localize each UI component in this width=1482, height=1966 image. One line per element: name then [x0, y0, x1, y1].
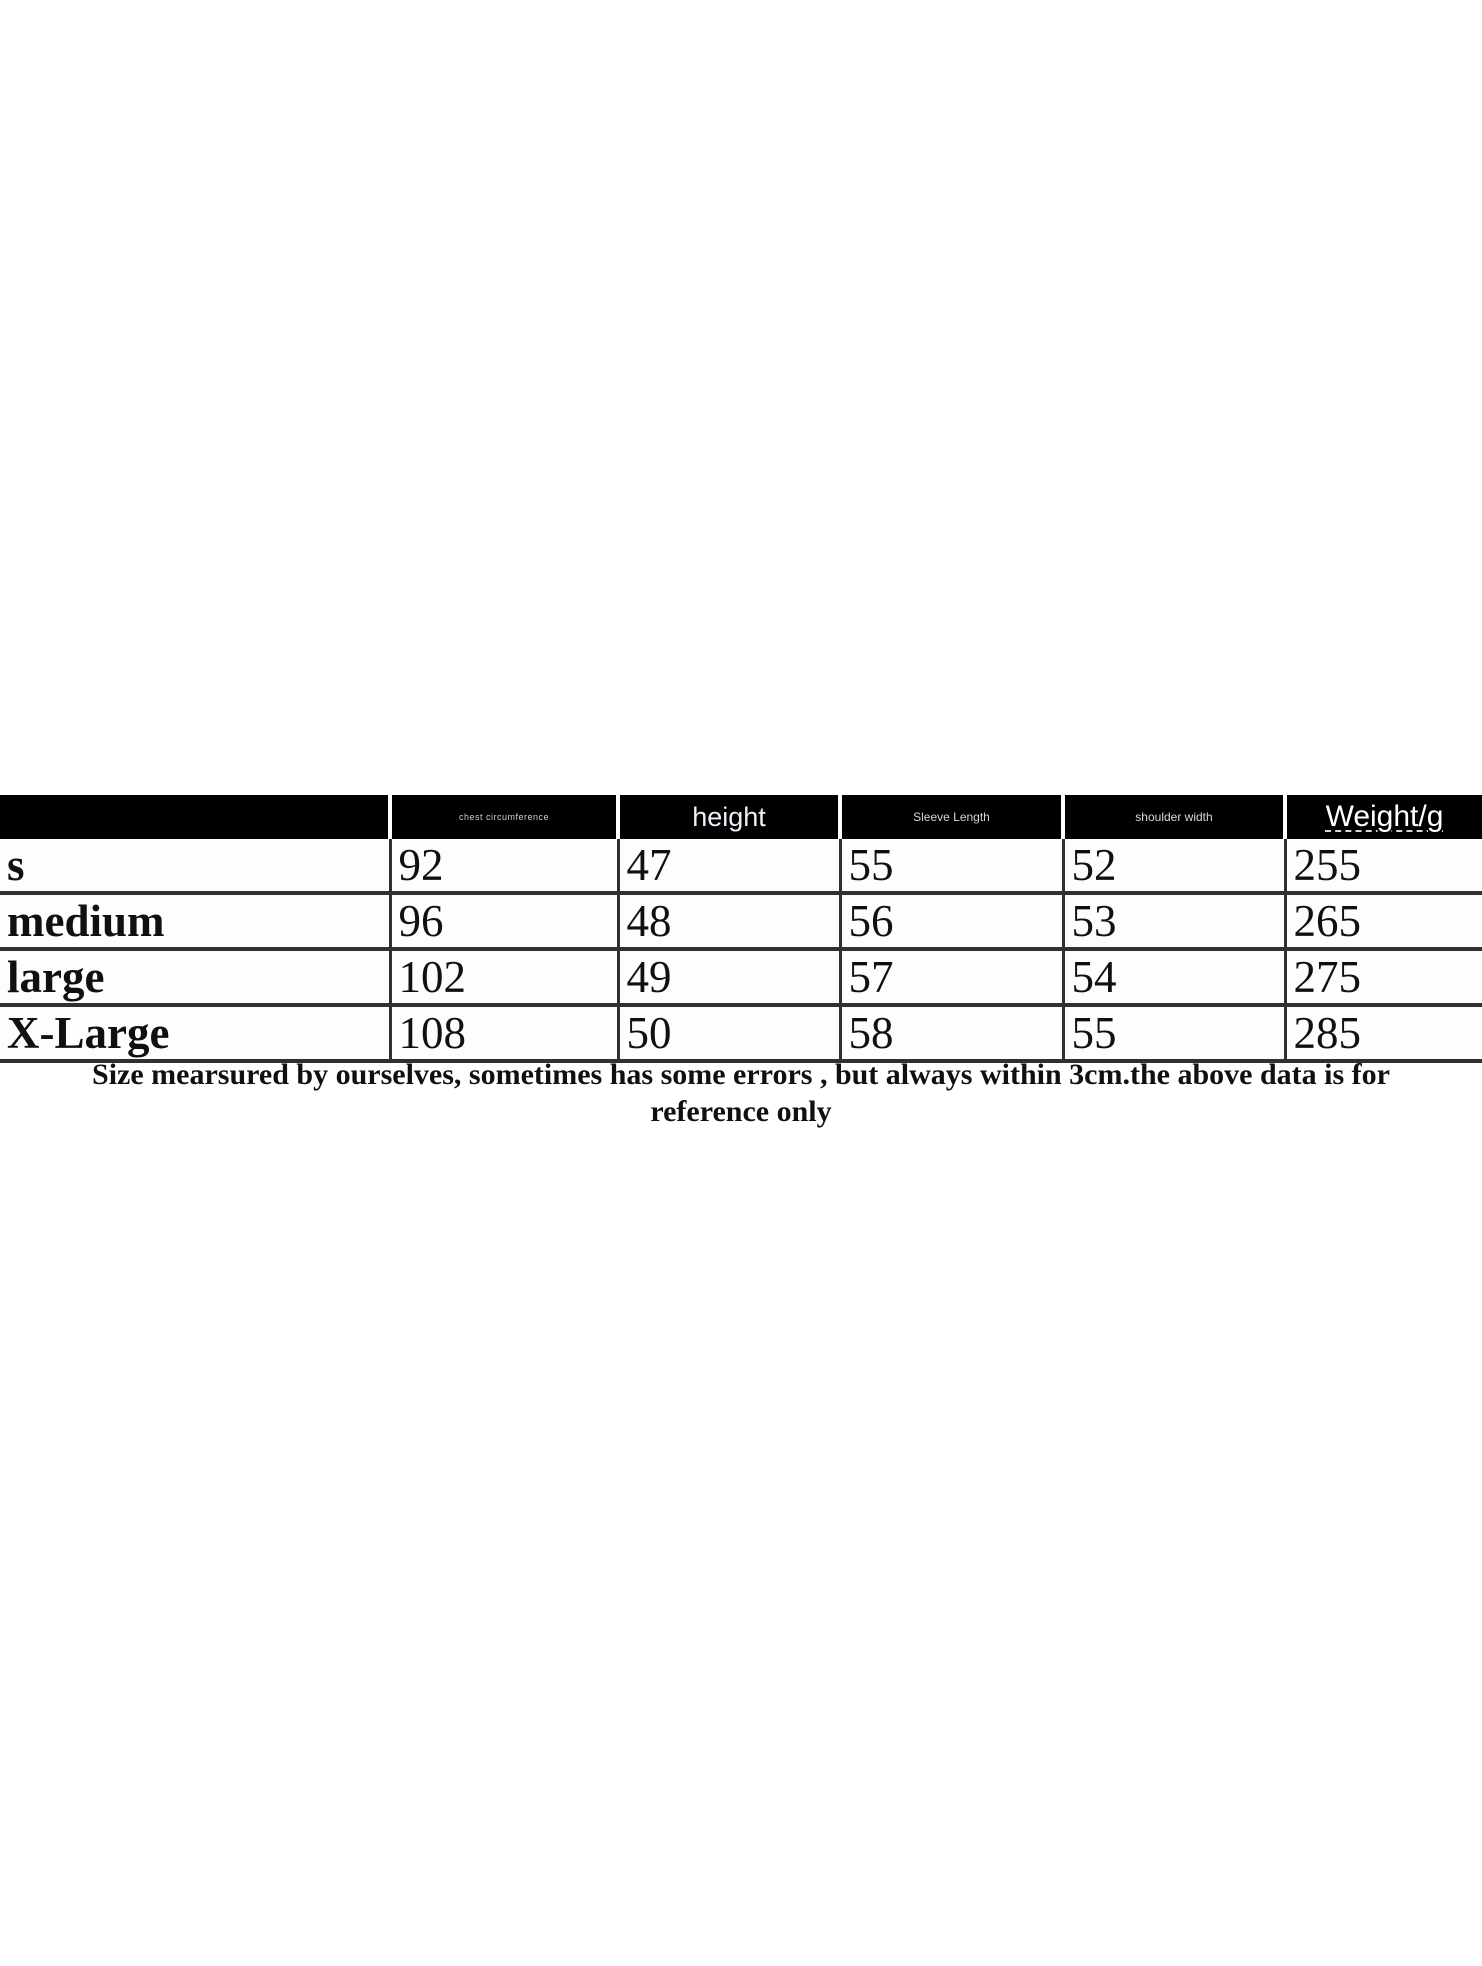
size-label: medium	[0, 893, 390, 949]
height-value: 47	[618, 839, 840, 893]
size-label: large	[0, 949, 390, 1005]
height-value: 48	[618, 893, 840, 949]
table-row-medium	[0, 893, 1482, 949]
disclaimer-note	[0, 1056, 1482, 1130]
shoulder-value: 52	[1063, 839, 1285, 893]
sleeve-value: 58	[840, 1005, 1063, 1061]
chest-value: 102	[390, 949, 618, 1005]
header-height: height	[618, 795, 840, 839]
chest-value: 92	[390, 839, 618, 893]
disclaimer-line-2: reference only	[650, 1095, 832, 1128]
sleeve-value: 56	[840, 893, 1063, 949]
weight-value: 285	[1285, 1005, 1482, 1061]
weight-value: 275	[1285, 949, 1482, 1005]
header-size-blank	[0, 795, 390, 839]
header-sleeve-length: Sleeve Length	[840, 795, 1063, 839]
height-value: 49	[618, 949, 840, 1005]
chest-value: 108	[390, 1005, 618, 1061]
table-row-s	[0, 839, 1482, 893]
height-value: 50	[618, 1005, 840, 1061]
shoulder-value: 55	[1063, 1005, 1285, 1061]
header-weight-label: Weight/g	[1325, 800, 1444, 833]
shoulder-value: 54	[1063, 949, 1285, 1005]
sleeve-value: 55	[840, 839, 1063, 893]
header-shoulder-width: shoulder width	[1063, 795, 1285, 839]
header-weight	[1285, 795, 1482, 839]
size-label: X-Large	[0, 1005, 390, 1061]
table-row-large	[0, 949, 1482, 1005]
disclaimer-line-1: Size mearsured by ourselves, sometimes has some errors , but always within 3cm.the above data is for	[92, 1058, 1390, 1091]
header-row	[0, 795, 1482, 839]
chest-value: 96	[390, 893, 618, 949]
size-table	[0, 795, 1482, 1063]
header-chest: chest circumference	[390, 795, 618, 839]
shoulder-value: 53	[1063, 893, 1285, 949]
weight-value: 255	[1285, 839, 1482, 893]
sleeve-value: 57	[840, 949, 1063, 1005]
weight-value: 265	[1285, 893, 1482, 949]
size-label: s	[0, 839, 390, 893]
table-row-xlarge	[0, 1005, 1482, 1061]
